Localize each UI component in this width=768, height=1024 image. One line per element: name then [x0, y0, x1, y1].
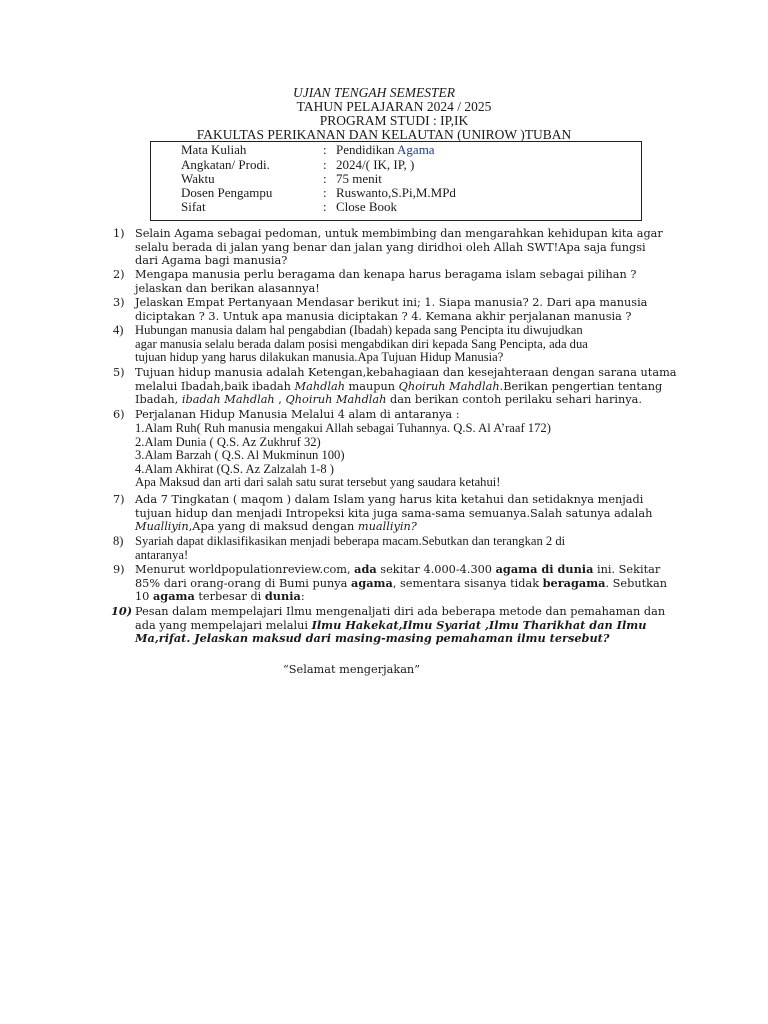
- question-text: [135, 366, 693, 407]
- question-line: Syariah dapat diklasifikasikan menjadi beberapa macam.Sebutkan dan terangkan 2 di: [135, 534, 566, 548]
- text-run: ,: [274, 393, 286, 407]
- question-5: [113, 366, 693, 407]
- text-run: 85% dari orang-orang di Bumi punya: [135, 576, 351, 590]
- question-number: 5): [113, 366, 125, 379]
- info-key: Dosen Pengampu: [181, 185, 273, 200]
- question-line: diciptakan ? 3. Untuk apa manusia diciptakan ? 4. Kemana akhir perjalanan manusia ?: [135, 309, 632, 323]
- text-run: dan berikan contoh perilaku sehari harinya.: [386, 393, 642, 407]
- question-number: 6): [113, 408, 125, 421]
- bold-term: agama: [152, 589, 195, 604]
- info-key: Mata Kuliah: [181, 142, 247, 157]
- question-10: [111, 605, 691, 646]
- info-key: Angkatan/ Prodi.: [181, 157, 270, 172]
- text-run: sekitar 4.000-4.300: [376, 563, 496, 576]
- info-value: 2024/( IK, IP, ): [336, 157, 415, 172]
- question-text: [135, 408, 693, 422]
- info-key: Sifat: [181, 199, 206, 214]
- italic-term: Mualliyin: [135, 520, 189, 534]
- academic-year: TAHUN PELAJARAN 2024 / 2025: [296, 99, 492, 114]
- text-run: :: [300, 590, 305, 604]
- question-text: [135, 535, 693, 562]
- info-colon: :: [323, 199, 327, 214]
- question-text: [135, 268, 693, 295]
- question-line: [135, 380, 693, 394]
- bold-italic-term: Ilmu Hakekat,Ilmu Syariat ,Ilmu Tharikhat dan Ilmu: [311, 617, 647, 632]
- italic-term: Qhoiruh Mahdlah: [285, 393, 387, 407]
- question-text: [135, 227, 693, 268]
- faculty-name: FAKULTAS PERIKANAN DAN KELAUTAN (UNIROW )TUBAN: [196, 127, 572, 142]
- italic-term: Qhoiruh Mahdlah: [398, 379, 500, 393]
- question-line: Selain Agama sebagai pedoman, untuk membimbing dan mengarahkan kehidupan kita agar: [135, 227, 663, 240]
- text-run: ada yang mempelajari melalui: [135, 618, 312, 632]
- question-line: Apa Maksud dan arti dari salah satu surat tersebut yang saudara ketahui!: [135, 475, 501, 490]
- bold-term: ada: [354, 562, 377, 576]
- question-2: [113, 268, 693, 295]
- question-number: 3): [113, 296, 125, 309]
- question-text: [135, 563, 693, 604]
- question-number: 1): [113, 227, 125, 240]
- question-line: Jelaskan Empat Pertanyaan Mendasar berikut ini; 1. Siapa manusia? 2. Dari apa manusia: [135, 296, 648, 309]
- list-item: 4.Alam Akhirat (Q.S. Az Zalzalah 1-8 ): [135, 461, 334, 476]
- question-6-list: [113, 422, 693, 490]
- question-number: 7): [113, 493, 125, 506]
- info-colon: :: [323, 185, 327, 200]
- question-number: 10): [111, 604, 133, 618]
- text-run: .Berikan pengertian tentang: [499, 379, 663, 393]
- question-line: [135, 563, 693, 577]
- info-colon: :: [323, 142, 327, 157]
- question-line: tujuan hidup yang harus dilakukan manusia.Apa Tujuan Hidup Manusia?: [135, 350, 504, 365]
- question-line: [135, 577, 693, 591]
- bold-term: agama di dunia: [495, 562, 594, 576]
- text-run: ini. Sekitar: [593, 563, 661, 576]
- list-item: 3.Alam Barzah ( Q.S. Al Mukminun 100): [135, 448, 345, 463]
- exam-title: UJIAN TENGAH SEMESTER: [293, 85, 455, 100]
- text-run: , sementara sisanya tidak: [392, 576, 543, 590]
- text-run: terbesar di: [194, 590, 265, 604]
- question-text: [135, 422, 693, 490]
- info-value-part: Pendidikan: [336, 142, 398, 157]
- bold-term: beragama: [542, 575, 606, 590]
- text-run: ,Apa yang di maksud dengan: [188, 520, 358, 534]
- question-line: Ma,rifat. Jelaskan maksud dari masing-masing pemahaman ilmu tersebut?: [135, 631, 610, 646]
- bold-term: agama: [351, 575, 393, 590]
- text-run: Menurut worldpopulationreview.com,: [135, 563, 355, 576]
- course-info-box: [150, 141, 642, 221]
- question-9: [113, 563, 693, 604]
- question-line: [135, 520, 693, 534]
- closing-message: “Selamat mengerjakan”: [283, 663, 420, 676]
- question-line: antaranya!: [135, 547, 189, 562]
- question-number: 8): [113, 534, 124, 548]
- question-7: [113, 493, 693, 534]
- text-run: Ibadah,: [135, 393, 182, 407]
- info-value: Ruswanto,S.Pi,M.MPd: [336, 185, 456, 200]
- question-number: 2): [113, 268, 125, 281]
- italic-term: ibadah Mahdlah: [181, 393, 275, 407]
- question-6: [113, 408, 693, 422]
- question-line: Mengapa manusia perlu beragama dan kenapa harus beragama islam sebagai pilihan ?: [135, 268, 637, 281]
- info-value: Close Book: [336, 199, 398, 214]
- question-8: [113, 535, 693, 562]
- question-line: Hubungan manusia dalam hal pengabdian (Ibadah) kepada sang Pencipta itu diwujudkan: [135, 323, 583, 337]
- text-run: . Sebutkan: [605, 576, 668, 590]
- bold-term: dunia: [264, 589, 301, 604]
- question-line: Ada 7 Tingkatan ( maqom ) dalam Islam yang harus kita ketahui dan setidaknya menjadi: [135, 493, 644, 506]
- question-line: Perjalanan Hidup Manusia Melalui 4 alam di antaranya :: [135, 408, 460, 421]
- study-program: PROGRAM STUDI : IP,IK: [319, 113, 469, 128]
- list-item: 1.Alam Ruh( Ruh manusia mengakui Allah sebagai Tuhannya. Q.S. Al A’raaf 172): [135, 421, 551, 435]
- question-3: [113, 296, 693, 323]
- question-line: [135, 393, 693, 407]
- question-1: [113, 227, 693, 268]
- info-colon: :: [323, 171, 327, 186]
- question-line: Tujuan hidup manusia adalah Ketengan,kebahagiaan dan kesejahteraan dengan sarana utama: [135, 366, 677, 379]
- info-value: 75 menit: [336, 171, 382, 186]
- question-line: jelaskan dan berikan alasannya!: [135, 281, 320, 295]
- question-line: agar manusia selalu berada dalam posisi mengabdikan diri kepada Sang Pencipta, ada dua: [135, 336, 588, 351]
- question-text: [135, 493, 693, 534]
- question-text: [135, 605, 691, 646]
- italic-term: mualliyin?: [357, 520, 417, 534]
- question-line: dari Agama bagi manusia?: [135, 254, 288, 268]
- text-run: melalui Ibadah,baik ibadah: [135, 379, 295, 393]
- text-run: maupun: [344, 379, 399, 393]
- question-4: [113, 324, 693, 365]
- question-line: tujuan hidup dan menjadi Intropeksi kita juga sama-sama semuanya.Salah satunya adalah: [135, 506, 653, 520]
- question-number: 4): [113, 323, 124, 337]
- question-text: [135, 324, 693, 365]
- info-value: [336, 143, 435, 157]
- question-line: selalu berada di jalan yang benar dan jalan yang diridhoi oleh Allah SWT!Apa saja fungsi: [135, 240, 646, 254]
- italic-term: Mahdlah: [294, 379, 345, 393]
- info-colon: :: [323, 157, 327, 172]
- question-line: [135, 619, 691, 633]
- question-text: [135, 296, 693, 323]
- question-line: [135, 590, 693, 604]
- info-key: Waktu: [181, 171, 215, 186]
- text-run: 10: [135, 590, 153, 604]
- question-line: Pesan dalam mempelajari Ilmu mengenaljati diri ada beberapa metode dan pemahaman dan: [135, 605, 666, 618]
- info-value-highlight: Agama: [397, 142, 435, 157]
- list-item: 2.Alam Dunia ( Q.S. Az Zukhruf 32): [135, 434, 321, 449]
- question-number: 9): [113, 563, 125, 576]
